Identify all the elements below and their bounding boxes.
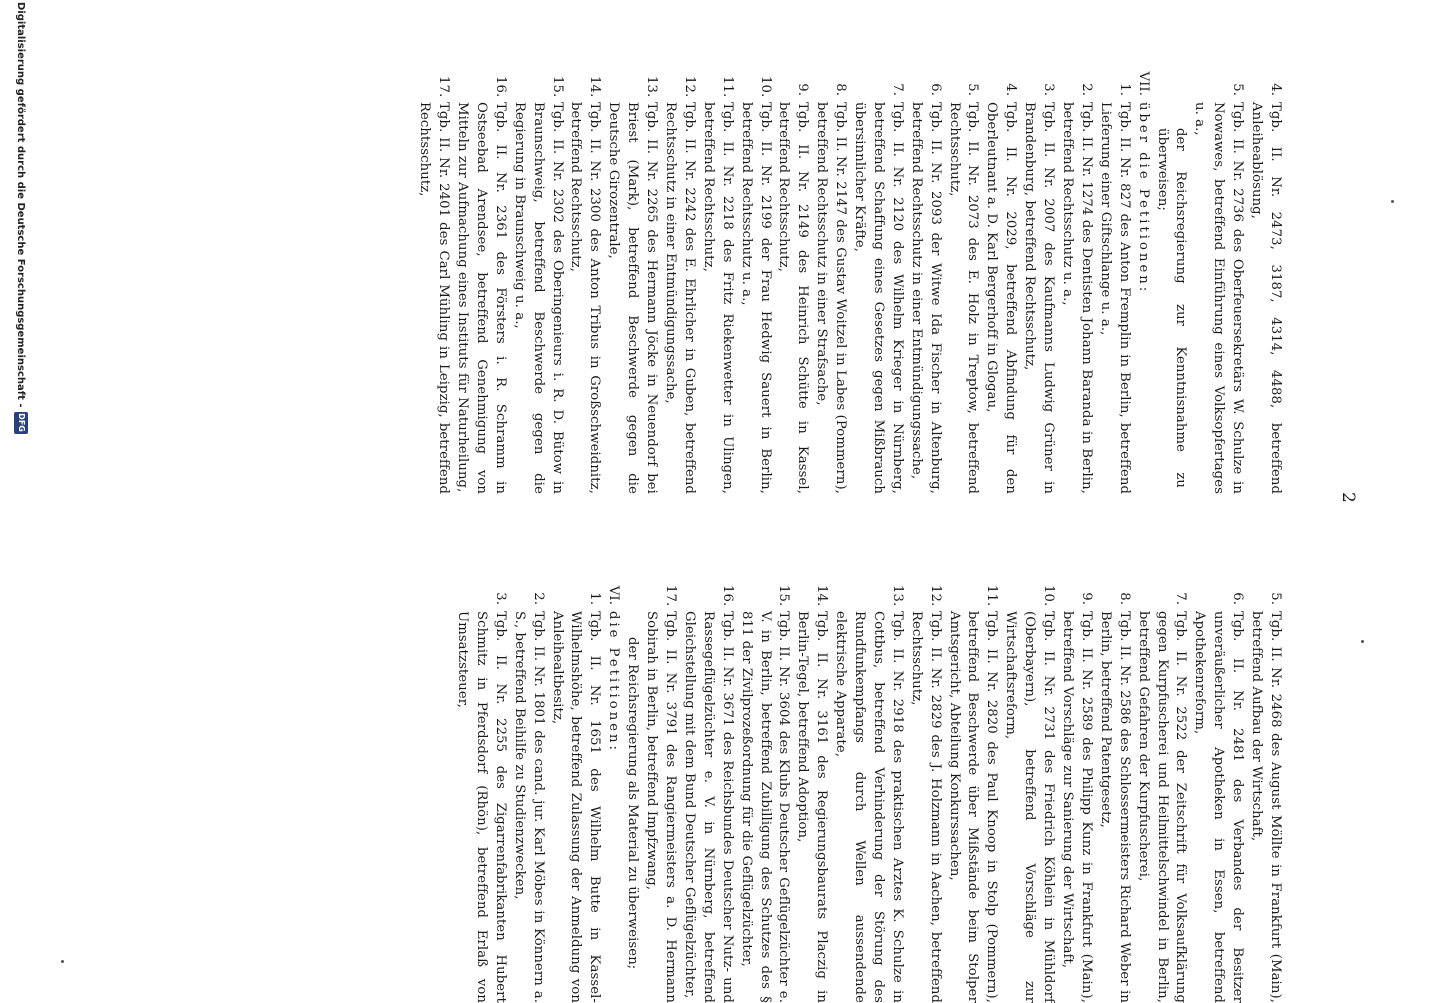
item-number: 16. (719, 585, 735, 607)
list-item (906, 585, 944, 1003)
list-item (982, 76, 1020, 494)
list-item (1246, 76, 1284, 494)
scan-speck (1391, 200, 1394, 203)
item-text: Tgb. II. Nr. 3161 des Regierungsbaurats Placzig in Berlin-Tegel, betreffend Adoption, (795, 611, 830, 1003)
item-number: 1. (587, 592, 603, 605)
item-text: Tgb. II. Nr. 2586 des Schlossermeisters Richard Weber in Berlin, betreffend Patentgesetz, (1097, 611, 1132, 1003)
item-text: Tgb. II. Nr. 2199 der Frau Hedwig Sauert in Berlin, betreffend Rechtsschutz u. a., (738, 102, 773, 494)
item-text: Tgb. II. Nr. 2522 der Zeitschrift für Volksaufklärung gegen Kurpfuscherei und Heilmittelschwindel in Berlin, betreffend Gefahren der Kurpfuscherei, (1135, 611, 1189, 1003)
item-number: 15. (776, 585, 792, 607)
item-text: Tgb. II. Nr. 2120 des Wilhelm Krieger in Nürnberg, betreffend Schaffung eines Gesetzes gegen Mißbrauch übersinnlicher Kräfte, (852, 102, 905, 494)
list-item (1057, 76, 1095, 494)
list-item (811, 76, 849, 494)
item-text: Tgb. II. Nr. 2300 des Anton Tribus in Großschweidnitz, betreffend Rechtsschutz, (568, 102, 603, 494)
petition-list (414, 76, 1132, 494)
item-text: Tgb. II. Nr. 3791 des Rangiermeisters a. D. Hermann Sobirah in Berlin, betreffend Impfzwang, (644, 611, 678, 1003)
list-item (547, 585, 604, 1003)
item-text: Tgb. II. Nr. 2218 des Fritz Riekenwetter in Ulingen, betreffend Rechtsschutz, (700, 102, 735, 494)
item-number: 11. (719, 76, 735, 98)
item-number: 11. (984, 585, 1000, 607)
item-text: Tgb. II. Nr. 1274 des Dentisten Johann Baranda in Berlin, betreffend Rechtsschutz u. a., (1060, 102, 1094, 494)
item-number: 10. (1041, 585, 1057, 607)
page-number: 2 (1338, 492, 1358, 503)
list-item (452, 585, 509, 1003)
item-text: Tgb. II. Nr. 2473, 3187, 4314, 4488, betreffend Anleiheablösung, (1249, 102, 1283, 494)
list-item (1133, 585, 1190, 1003)
list-item (698, 76, 736, 494)
item-text: Tgb. II. Nr. 2589 des Philipp Kunz in Frankfurt (Main), betreffend Vorschläge zur Sanierung der Wirtschaft, (1060, 611, 1094, 1003)
list-item (414, 76, 452, 494)
list-item (1057, 585, 1095, 1003)
list-item (830, 585, 906, 1003)
item-number: 6. (927, 83, 943, 96)
item-number: 13. (644, 76, 660, 98)
item-text: Tgb. II. Nr. 2731 des Friedrich Köhlein in Mühldorf (Oberbayern), betreffend Vorschläge zur Wirtschaftsreform, (1003, 611, 1057, 1003)
digitization-footer (14, 0, 28, 1002)
entry-list (641, 585, 1284, 1003)
item-number: 3. (1041, 83, 1057, 96)
item-text: Tgb. II. Nr. 2401 des Carl Mühling in Leipzig, betreffend Rechtsschutz, (417, 102, 452, 494)
item-text: Tgb. II. Nr. 2361 des Försters i. R. Schramm in Ostseebad Arendsee, betreffend Genehmigung von Mitteln zur Aufmachung eines Instituts für Naturheilung, (455, 102, 508, 494)
item-number: 13. (889, 585, 905, 607)
item-number: 8. (833, 83, 849, 96)
disposition-note: der Reichsregierung zur Kenntnisnahme zu überweisen; (1154, 128, 1189, 488)
list-item (1095, 585, 1133, 1003)
list-item (509, 76, 566, 494)
item-number: 3. (492, 592, 508, 605)
item-text: Tgb. II. Nr. 2829 des J. Holzmann in Aachen, betreffend Rechtsschutz, (908, 611, 943, 1003)
item-number: 16. (492, 76, 508, 98)
item-text: Tgb. II. Nr. 2147 des Gustav Woitzel in Labes (Pommern), betreffend Rechtsschutz in einer Strafsache, (814, 102, 849, 494)
item-number: 14. (814, 585, 830, 607)
item-number: 17. (663, 585, 678, 607)
item-number: 1. (1116, 83, 1132, 96)
list-item (792, 585, 830, 1003)
item-text: Tgb. II. Nr. 1801 des cand. jur. Karl Möbes in Könnern a. S., betreffend Beihilfe zu Studienzwecken, (511, 611, 546, 1003)
section-heading (1133, 71, 1152, 494)
list-item (774, 76, 812, 494)
item-number: 6. (1230, 592, 1246, 605)
list-item (1095, 76, 1133, 494)
list-item (944, 76, 982, 494)
item-number: 9. (795, 83, 811, 96)
footer-text: Digitalisierung gefördert durch die Deutsche Forschungsgemeinschaft - (15, 2, 27, 408)
item-text: Tgb. II. Nr. 2918 des praktischen Arztes K. Schulze in Cottbus, betreffend Verhinderung der Störung des Rundfunkempfangs durch Wellen aussendende elektrische Apparate, (833, 611, 905, 1003)
item-text: Tgb. II. Nr. 2007 des Kaufmanns Ludwig Grüner in Brandenburg, betreffend Rechtsschutz, (1022, 102, 1057, 494)
list-item (679, 585, 736, 1003)
item-number: 4. (1268, 83, 1283, 96)
list-item (603, 76, 660, 494)
list-item (1246, 585, 1284, 1003)
list-item (452, 76, 509, 494)
item-text: Tgb. II. Nr. 2093 der Witwe Ida Fischer in Altenburg, betreffend Rechtsschutz in einer Entmündigungssache, (908, 102, 943, 494)
item-number: 5. (1268, 592, 1283, 605)
disposition-note: der Reichsregierung als Material zu überweisen; (625, 637, 641, 970)
item-text: Tgb. II. Nr. 2481 des Verbandes der Besitzer unveräußerlicher Apotheken in Essen, betreffend Apothekenreform, (1192, 611, 1246, 1003)
item-number: 12. (681, 76, 697, 98)
list-item (1000, 585, 1057, 1003)
item-text: Tgb. II. Nr. 2820 des Paul Knoop in Stolp (Pommern), betreffend Beschwerde über Mißstände beim Stolper Amtsgericht, Abteilung Konkurssachen, (946, 611, 1000, 1003)
item-text: Tgb. II. Nr. 1651 des Wilhelm Butte in Kassel-Wilhelmshöhe, betreffend Zulassung der Anmeldung von Anleihealtbesitz, (549, 611, 603, 1003)
item-number: 8. (1116, 592, 1132, 605)
item-number: 14. (587, 76, 603, 98)
item-text: Tgb. II. Nr. 2736 des Oberfeuersekretärs W. Schulze in Nowawes, betreffend Einführung eines Volksopfertages u. a., (1192, 102, 1246, 494)
item-text: Tgb. II. Nr. 2265 des Hermann Jöcke in Neuendorf bei Briest (Mark), betreffend Beschwerde gegen die Deutsche Girozentrale, (606, 102, 660, 494)
item-number: 4. (1003, 83, 1019, 96)
section-title: die Petitionen: (606, 611, 622, 753)
item-text: Tgb. II. Nr. 2468 des August Möllte in Frankfurt (Main), betreffend Aufbau der Wirtschaft, (1249, 611, 1283, 1003)
item-text: Tgb. II. Nr. 827 des Anton Fremplin in Berlin, betreffend Lieferung einer Giftschlange u. a., (1097, 102, 1132, 494)
item-number: 10. (757, 76, 773, 98)
item-text: Tgb. II. Nr. 2029, betreffend Abfindung für den Oberleutnant a. D. Karl Bergerhoff in Glogau, (984, 102, 1019, 494)
item-text: Tgb. II. Nr. 2149 des Heinrich Schütte in Kassel, betreffend Rechtsschutz, (776, 102, 811, 494)
item-number: 2. (1078, 83, 1094, 96)
dfg-logo-icon: DFG (14, 412, 28, 434)
list-item (736, 585, 793, 1003)
list-item (1189, 76, 1246, 494)
item-text: Tgb. II. Nr. 3671 des Reichsbundes Deutscher Nutz- und Rassegeflügelzüchter e. V. in Nürnberg, betreffend Gleichstellung mit dem Bund Deutscher Geflügelzüchter, (681, 611, 735, 1003)
list-item (906, 76, 944, 494)
item-number: 7. (889, 83, 905, 96)
list-item (736, 76, 774, 494)
section-number: VI. (606, 585, 622, 605)
item-text: Tgb. II. Nr. 2255 des Zigarrenfabrikanten Hubert Schmitz in Pferdsdorf (Rhön), betreffend Erlaß von Umsatzsteuer, (455, 611, 508, 1003)
list-item (1019, 76, 1057, 494)
item-number: 17. (436, 76, 452, 98)
list-item (1189, 585, 1246, 1003)
item-text: Tgb. II. Nr. 3604 des Klubs Deutscher Geflügelzüchter e. V. in Berlin, betreffend Zubilligung des Schutzes des § 811 der Zivilprozeßordnung für die Geflügelzüchter, (738, 611, 792, 1003)
item-number: 7. (1173, 592, 1189, 605)
list-item (660, 76, 698, 494)
item-text: Tgb. II. Nr. 2073 des E. Holz in Treptow, betreffend Rechtsschutz, (946, 102, 981, 494)
item-number: 9. (1078, 592, 1094, 605)
list-item (944, 585, 1001, 1003)
section-number: VII. (1135, 71, 1151, 96)
item-number: 5. (965, 83, 981, 96)
item-number: 15. (549, 76, 565, 98)
column-left (452, 585, 1284, 1003)
item-number: 5. (1230, 83, 1246, 96)
item-number: 12. (927, 585, 943, 607)
item-text: Tgb. II. Nr. 2302 des Oberingenieurs i. R. D. Bütow in Braunschweig, betreffend Beschwerde gegen die Regierung in Braunschweig u. a., (511, 102, 565, 494)
scan-speck (61, 960, 64, 963)
section-heading (603, 585, 622, 1003)
petition-list (452, 585, 603, 1003)
section-title: über die Petitionen: (1135, 102, 1151, 295)
list-item (566, 76, 604, 494)
item-number: 2. (530, 592, 546, 605)
item-text: Tgb. II. Nr. 2242 des E. Ehrlicher in Guben, betreffend Rechtsschutz in einer Entmündigungssache, (663, 102, 697, 494)
column-right (414, 71, 1284, 494)
list-item (641, 585, 679, 1003)
list-item (849, 76, 906, 494)
scan-speck (1361, 640, 1364, 643)
list-item (509, 585, 547, 1003)
